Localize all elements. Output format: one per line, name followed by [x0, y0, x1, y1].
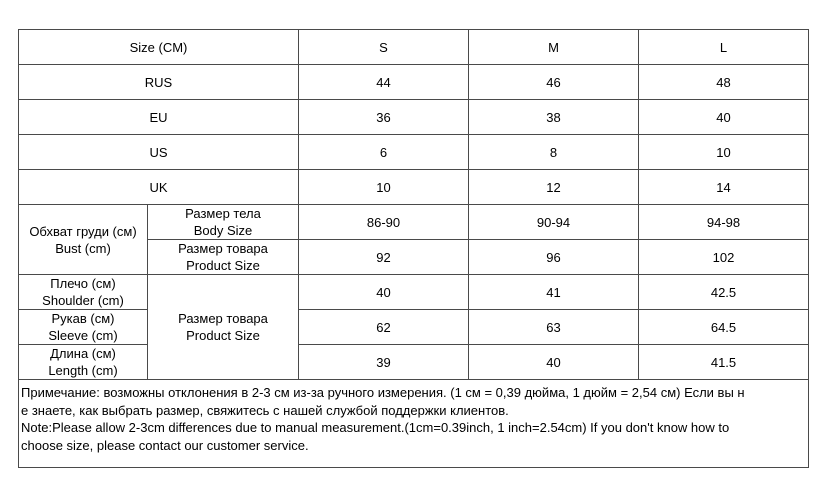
region-row-rus [19, 65, 809, 100]
region-value: 12 [469, 170, 639, 205]
sleeve-value: 64.5 [639, 310, 809, 345]
sleeve-label [19, 310, 148, 345]
product-size-label-ru: Размер товара [178, 311, 268, 326]
shoulder-label-en: Shoulder (cm) [42, 293, 124, 308]
body-size-value: 90-94 [469, 205, 639, 240]
region-row-us [19, 135, 809, 170]
body-size-label-ru: Размер тела [185, 206, 261, 221]
shoulder-value: 41 [469, 275, 639, 310]
region-label: EU [19, 100, 299, 135]
body-size-label [148, 205, 299, 240]
region-value: 10 [299, 170, 469, 205]
sleeve-value: 62 [299, 310, 469, 345]
header-row [19, 30, 809, 65]
region-value: 46 [469, 65, 639, 100]
note-text [19, 380, 809, 468]
region-value: 36 [299, 100, 469, 135]
region-value: 6 [299, 135, 469, 170]
region-value: 48 [639, 65, 809, 100]
product-size-label [148, 275, 299, 380]
note-ru-line-2: е знаете, как выбрать размер, свяжитесь с нашей службой поддержки клиентов. [21, 402, 509, 418]
product-size-label-en: Product Size [186, 328, 260, 343]
bust-body-size-row [19, 205, 809, 240]
sleeve-row [19, 310, 809, 345]
bust-product-size-value: 96 [469, 240, 639, 275]
size-chart-table [18, 29, 809, 468]
bust-product-size-value: 92 [299, 240, 469, 275]
region-label: UK [19, 170, 299, 205]
length-label-ru: Длина (см) [50, 346, 116, 361]
sleeve-value: 63 [469, 310, 639, 345]
note-en-line-1: Note:Please allow 2-3cm differences due to manual measurement.(1cm=0.39inch, 1 inch=2.54cm) If you don't know how to [21, 420, 730, 435]
bust-product-size-label [148, 240, 299, 275]
bust-product-size-value: 102 [639, 240, 809, 275]
region-label: RUS [19, 65, 299, 100]
region-value: 38 [469, 100, 639, 135]
bust-label-en: Bust (cm) [55, 240, 111, 256]
length-label [19, 345, 148, 380]
body-size-label-en: Body Size [193, 223, 253, 238]
region-value: 40 [639, 100, 809, 135]
shoulder-label [19, 275, 148, 310]
body-size-value: 94-98 [639, 205, 809, 240]
size-header-m: M [469, 30, 639, 65]
shoulder-row [19, 275, 809, 310]
bust-label [19, 205, 148, 275]
bust-label-ru: Обхват груди (см) [29, 223, 137, 239]
body-size-value: 86-90 [299, 205, 469, 240]
region-value: 10 [639, 135, 809, 170]
length-label-en: Length (cm) [48, 363, 118, 378]
sleeve-label-ru: Рукав (см) [51, 311, 115, 326]
length-row [19, 345, 809, 380]
region-value: 8 [469, 135, 639, 170]
length-value: 39 [299, 345, 469, 380]
note-row [19, 380, 809, 468]
bust-product-size-label-en: Product Size [186, 258, 260, 273]
size-header-s: S [299, 30, 469, 65]
length-value: 41.5 [639, 345, 809, 380]
note-en-line-2: choose size, please contact our customer service. [21, 437, 309, 453]
region-row-uk [19, 170, 809, 205]
length-value: 40 [469, 345, 639, 380]
size-header-label: Size (CM) [19, 30, 299, 65]
shoulder-label-ru: Плечо (см) [50, 276, 116, 291]
note-ru-line-1: Примечание: возможны отклонения в 2-3 см из-за ручного измерения. (1 см = 0,39 дюйма, 1 дюйм = 2,54 см) Если вы н [21, 385, 745, 400]
bust-product-size-label-ru: Размер товара [178, 241, 268, 256]
shoulder-value: 40 [299, 275, 469, 310]
region-row-eu [19, 100, 809, 135]
shoulder-value: 42.5 [639, 275, 809, 310]
sleeve-label-en: Sleeve (cm) [48, 328, 118, 343]
region-value: 14 [639, 170, 809, 205]
region-value: 44 [299, 65, 469, 100]
size-header-l: L [639, 30, 809, 65]
region-label: US [19, 135, 299, 170]
